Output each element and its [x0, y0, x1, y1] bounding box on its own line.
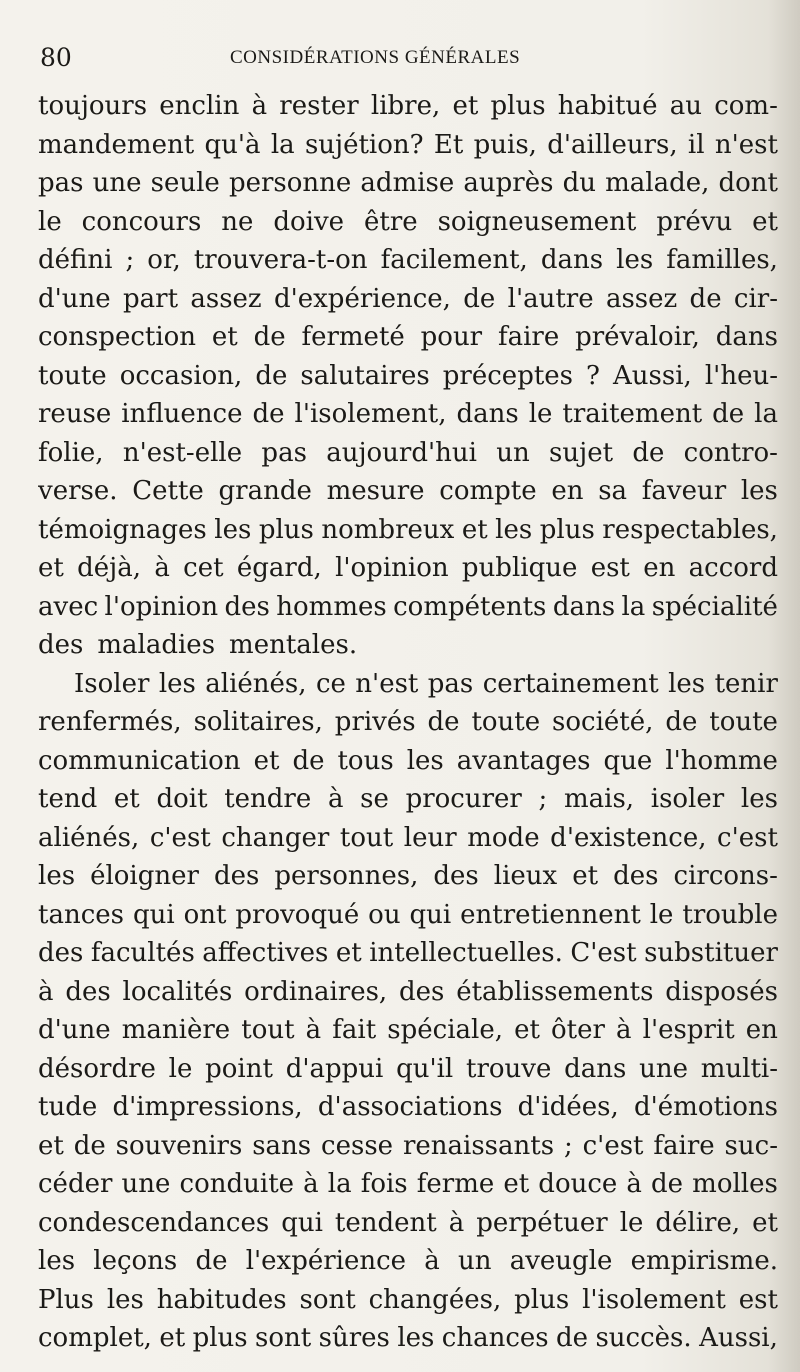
- running-head: [40, 40, 760, 76]
- text-line: verse. Cette grande mesure compte en sa faveur les: [38, 476, 778, 506]
- text-line: Isoler les aliénés, ce n'est pas certainement les tenir: [74, 668, 778, 699]
- text-line: tend et doit tendre à se procurer ; mais, isoler les: [38, 784, 778, 814]
- text-line: toujours enclin à rester libre, et plus habitué au com-: [38, 91, 778, 121]
- page-number: 80: [40, 43, 72, 72]
- text-line: avec l'opinion des hommes compétents dans la spécialité: [38, 591, 778, 622]
- text-line: tances qui ont provoqué ou qui entretiennent le trouble: [38, 899, 778, 930]
- body-text: [38, 87, 778, 1358]
- text-line: défini ; or, trouvera-t-on facilement, dans les familles,: [38, 245, 778, 275]
- text-line: et de souvenirs sans cesse renaissants ; c'est faire suc-: [38, 1130, 778, 1161]
- text-line: les leçons de l'expérience à un aveugle empirisme.: [38, 1246, 778, 1276]
- text-line: toute occasion, de salutaires préceptes ? Aussi, l'heu-: [38, 360, 778, 391]
- text-line: condescendances qui tendent à perpétuer le délire, et: [38, 1207, 778, 1238]
- running-title: CONSIDÉRATIONS GÉNÉRALES: [230, 47, 521, 68]
- text-line: d'une part assez d'expérience, de l'autre assez de cir-: [38, 283, 778, 314]
- paragraph: [38, 665, 778, 1358]
- text-line: céder une conduite à la fois ferme et douce à de molles: [38, 1169, 778, 1199]
- text-line: pas une seule personne admise auprès du malade, dont: [38, 168, 778, 198]
- text-line: complet, et plus sont sûres les chances de succès. Aussi,: [38, 1323, 778, 1353]
- text-line: Plus les habitudes sont changées, plus l'isolement est: [38, 1284, 778, 1315]
- text-line: les éloigner des personnes, des lieux et des circons-: [38, 861, 778, 891]
- text-line: tude d'impressions, d'associations d'idées, d'émotions: [38, 1092, 778, 1122]
- text-line: communication et de tous les avantages que l'homme: [38, 745, 778, 776]
- text-line: à des localités ordinaires, des établissements disposés: [38, 976, 778, 1007]
- text-line: aliénés, c'est changer tout leur mode d'existence, c'est: [38, 822, 778, 853]
- text-line: mandement qu'à la sujétion? Et puis, d'ailleurs, il n'est: [38, 129, 778, 160]
- text-line: le concours ne doive être soigneusement prévu et: [38, 206, 778, 237]
- text-line: renfermés, solitaires, privés de toute société, de toute: [38, 707, 778, 737]
- text-line: témoignages les plus nombreux et les plus respectables,: [38, 514, 778, 545]
- text-line: des facultés affectives et intellectuelles. C'est substituer: [38, 938, 778, 968]
- text-line: folie, n'est-elle pas aujourd'hui un sujet de contro-: [38, 437, 778, 468]
- paragraph: [38, 87, 778, 665]
- text-line: d'une manière tout à fait spéciale, et ôter à l'esprit en: [38, 1015, 778, 1045]
- text-line: conspection et de fermeté pour faire prévaloir, dans: [38, 322, 778, 352]
- text-line: des maladies mentales.: [38, 630, 358, 660]
- text-line: et déjà, à cet égard, l'opinion publique est en accord: [38, 553, 778, 583]
- text-line: désordre le point d'appui qu'il trouve dans une multi-: [38, 1053, 778, 1084]
- text-line: reuse influence de l'isolement, dans le traitement de la: [38, 399, 778, 429]
